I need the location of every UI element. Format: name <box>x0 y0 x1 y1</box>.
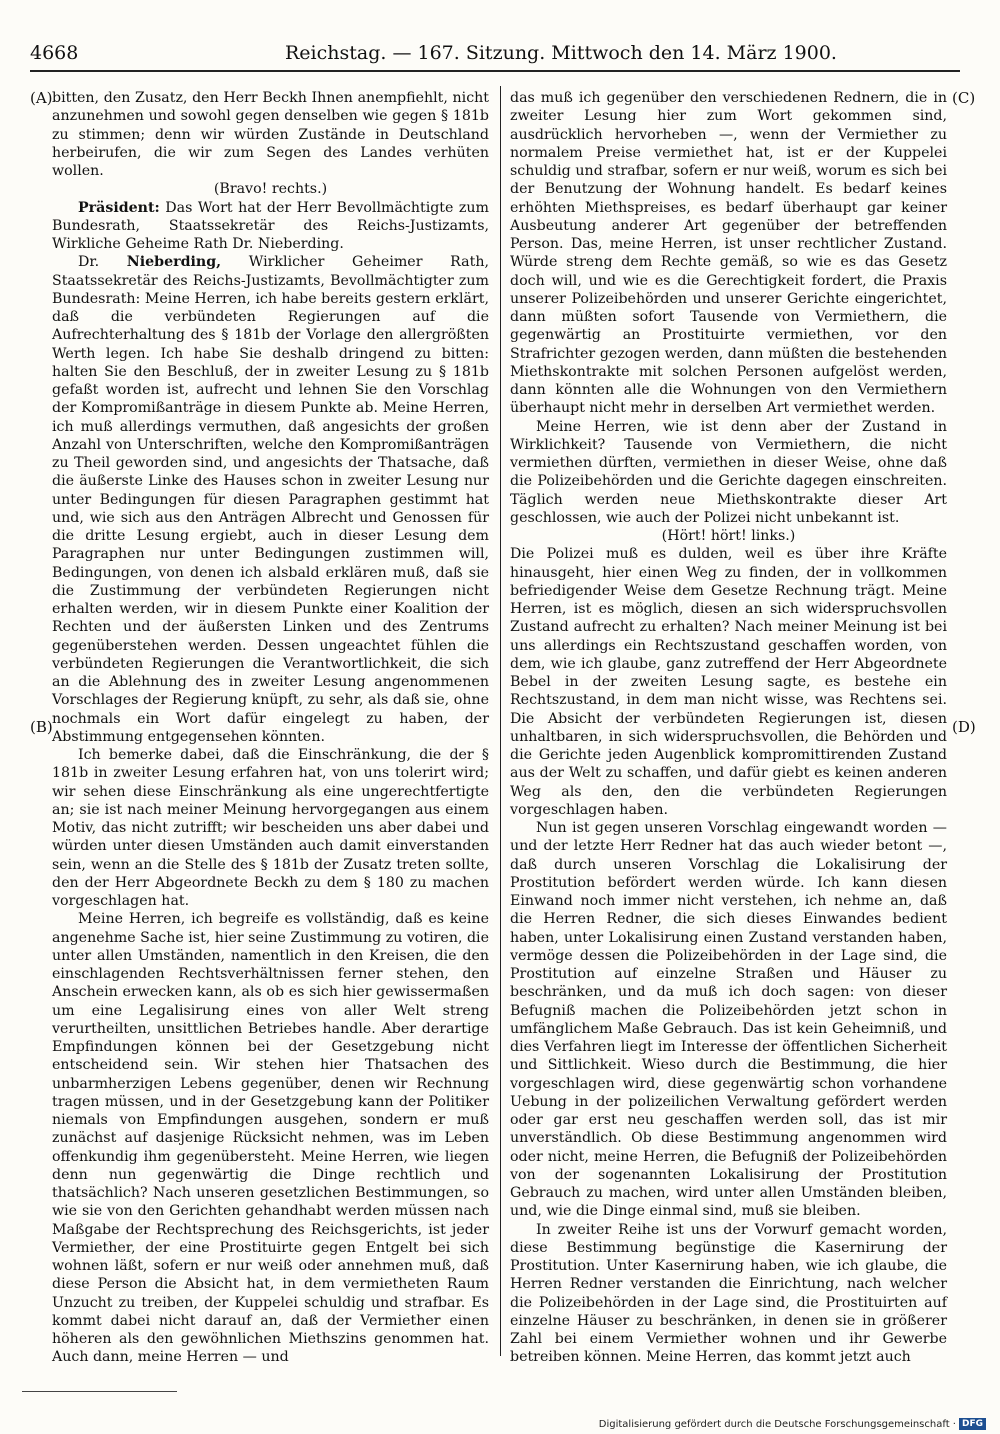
paragraph: In zweiter Reihe ist uns der Vorwurf gemacht worden, diese Bestimmung begünstige die Kasernirung der Prostitution. Unter Kasernirung haben, wie ich glaube, die Herren Redner verstanden die Einrichtung, nach welcher die Polizeibehörden in der Lage sind, die Prostituirten auf einzelne Häuser zu beschränken, in denen sie in größerer Zahl bei einem Vermiether wohnen und ihr Gewerbe betreiben können. Meine Herren, das kommt jetzt auch <box>510 1221 947 1366</box>
margin-mark-c: (C) <box>952 89 976 107</box>
speech-text: Wirklicher Geheimer Rath, Staatssekretär des Reichs-Justizamts, Bevollmächtigter zum Bundesrath: Meine Herren, ich habe bereits gestern erklärt, daß die verbündeten Regierungen auf die Aufrechterhaltung des § 181b der Vorlage den allergrößten Werth legen. Ich habe Sie deshalb dringend zu bitten: halten Sie den Beschluß, der in zweiter Lesung zu § 181b gefaßt worden ist, aufrecht und lehnen Sie den Vorschlag der Kompromißanträge in diesem Punkte ab. Meine Herren, ich muß allerdings vermuthen, daß angesichts der großen Anzahl von Unterschriften, welche den Kompromißanträgen zu Theil geworden sind, und angesichts der Thatsache, daß die äußerste Linke des Hauses schon in zweiter Lesung nur unter Bedingungen für diesen Paragraphen gestimmt hat und, wie sich aus den Anträgen Albrecht und Genossen für die dritte Lesung ergiebt, auch in dieser Lesung dem Paragraphen nur unter Bedingungen zustimmen will, Bedingungen, von denen ich alsbald erklären muß, daß sie die Zustimmung der verbündeten Regierungen nicht erhalten werden, wir in diesem Punkte einer Koalition der Rechten und der äußersten Linken und des Zentrums gegenüberstehen werden. Dessen ungeachtet fühlen die verbündeten Regierungen die Verantwortlichkeit, die sich an die Ablehnung des in zweiter Lesung angenommenen Vorschlages der Regierung knüpft, zu sehr, als daß sie, ohne nochmals ein Wort dafür eingelegt zu haben, der Abstimmung entgegensehen könnten. <box>52 254 489 745</box>
speaker-name: Präsident: <box>78 199 160 216</box>
speech-text: Das Wort hat der Herr Bevollmächtigte zum Bundesrath, Staatssekretär des Reichs-Justizamts, Wirkliche Geheime Rath Dr. Nieberding. <box>52 199 489 252</box>
header-rule <box>30 70 960 72</box>
credit-text: Digitalisierung gefördert durch die Deutsche Forschungsgemeinschaft · <box>598 1419 956 1430</box>
speaker-name: Nieberding, <box>126 254 222 271</box>
margin-mark-a: (A) <box>30 89 53 107</box>
dfg-logo: DFG <box>959 1418 986 1430</box>
column-divider <box>500 86 501 1356</box>
margin-mark-d: (D) <box>952 718 976 736</box>
interjection: (Hört! hört! links.) <box>661 528 796 544</box>
paragraph: Nun ist gegen unseren Vorschlag eingewandt worden — und der letzte Herr Redner hat das auch wieder betont —, daß durch unseren Vorschlag die Lokalisirung der Prostitution befördert werden würde. Ich kann diesen Einwand noch immer nicht verstehen, ich nehme an, daß die Herren Redner, die sich dieses Einwandes bedient haben, unter Lokalisirung einen Zustand verstanden haben, vermöge dessen die Polizeibehörden in der Lage sind, die Prostitution auf einzelne Straßen und Häuser zu beschränken, und da muß ich doch sagen: von dieser Befugniß machen die Polizeibehörden jetzt schon in umfänglichem Maße Gebrauch. Das ist kein Geheimniß, und dies Verfahren liegt im Interesse der öffentlichen Sicherheit und Sittlichkeit. Wieso durch die Bestimmung, die hier vorgeschlagen wird, diese gegenwärtig schon vorhandene Uebung in der polizeilichen Verwaltung gefördert werden oder gar erst neu geschaffen werden soll, das ist mir unverständlich. Ob diese Bestimmung angenommen wird oder nicht, meine Herren, die Befugniß der Polizeibehörden von der sogenannten Lokalisirung der Prostitution Gebrauch zu machen, wird unter allen Umständen bleiben, und, wie die Dinge einmal sind, muß sie bleiben. <box>510 820 947 1220</box>
left-column <box>52 89 489 1367</box>
paragraph: Meine Herren, ich begreife es vollständig, daß es keine angenehme Sache ist, hier seine Zustimmung zu votiren, die unter allen Umständen, namentlich in den Kreisen, die den einschlagenden Rechtsverhältnissen ferner stehen, den Anschein erwecken kann, als ob es sich hier gewissermaßen um eine Legalisirung eines von aller Welt streng verurtheilten, unsittlichen Betriebes handle. Aber derartige Empfindungen können bei der Gesetzgebung nicht entscheidend sein. Wir stehen hier Thatsachen des unbarmherzigen Lebens gegenüber, denen wir Rechnung tragen müssen, und in der Gesetzgebung kann der Politiker niemals von Empfindungen ausgehen, sondern er muß zunächst auf dasjenige Rücksicht nehmen, was im Leben offenkundig ihm gegenübersteht. Meine Herren, wie liegen denn nun gegenwärtig die Dinge rechtlich und thatsächlich? Nach unseren gesetzlichen Bestimmungen, so wie sie von den Gerichten gehandhabt werden müssen nach Maßgabe der Rechtsprechung des Reichsgerichts, ist jeder Vermiether, der eine Prostituirte gegen Entgelt bei sich wohnen läßt, sofern er nur weiß oder annehmen muß, daß diese Person die Absicht hat, in dem vermietheten Raum Unzucht zu treiben, der Kuppelei schuldig und strafbar. Es kommt dabei nicht darauf an, daß der Vermiether einen höheren als den gewöhnlichen Miethszins genommen hat. Auch dann, meine Herren — und <box>52 911 489 1366</box>
speaker-title: Dr. <box>78 254 127 271</box>
right-column <box>510 89 947 1367</box>
paragraph <box>52 253 489 746</box>
interjection: (Bravo! rechts.) <box>213 181 328 198</box>
page-header <box>30 42 950 66</box>
paragraph <box>52 199 489 254</box>
paragraph: bitten, den Zusatz, den Herr Beckh Ihnen anempfiehlt, nicht anzunehmen und sowohl gegen denselben wie gegen § 181b zu stimmen; denn wir würden Zustände in Deutschland herbeirufen, die wir zum Segen des Landes verhüten wollen. <box>52 90 489 179</box>
paragraph: Meine Herren, wie ist denn aber der Zustand in Wirklichkeit? Tausende von Vermiethern, die nicht vermiethen dürften, vermiethen in dieser Weise, ohne daß die Polizeibehörden und die Gerichte dagegen einschreiten. Täglich werden neue Miethskontrakte dieser Art geschlossen, wie auch der Polizei nicht unbekannt ist. <box>510 418 947 526</box>
running-title: Reichstag. — 167. Sitzung. Mittwoch den 14. März 1900. <box>285 42 837 64</box>
paragraph: Die Polizei muß es dulden, weil es über ihre Kräfte hinausgeht, hier einen Weg zu finden, der in vollkommen befriedigender Weise dem Gesetze Rechnung trägt. Meine Herren, ist es möglich, diesen an sich widerspruchsvollen Zustand aufrecht zu erhalten? Nach meiner Meinung ist bei uns allerdings ein Rechtszustand geschaffen worden, von dem, wie ich glaube, ganz zutreffend der Herr Abgeordnete Bebel in der zweiten Lesung sagte, es bestehe ein Rechtszustand, in dem man nicht wisse, was Rechtens sei. Die Absicht der verbündeten Regierungen ist, diesen unhaltbaren, in sich widerspruchsvollen, die Behörden und die Gerichte jeden Augenblick kompromittirenden Zustand aus der Welt zu schaffen, und dafür giebt es keinen anderen Weg als den, den die verbündeten Regierungen vorgeschlagen haben. <box>510 546 947 818</box>
digitization-credit <box>599 1418 986 1430</box>
footer-rule <box>22 1391 177 1392</box>
paragraph: Ich bemerke dabei, daß die Einschränkung, die der § 181b in zweiter Lesung erfahren hat, von uns tolerirt wird; wir sehen diese Einschränkung als eine ungerechtfertigte an; sie ist nach meiner Meinung hervorgegangen aus einem Motiv, das nicht zutrifft; wir bescheiden uns aber dabei und würden unter diesen Umständen auch damit einverstanden sein, wenn an die Stelle des § 181b der Zusatz treten sollte, den der Herr Abgeordnete Beckh zu dem § 180 zu machen vorgeschlagen hat. <box>52 747 489 909</box>
paragraph: das muß ich gegenüber den verschiedenen Rednern, die in zweiter Lesung hier zum Wort gekommen sind, ausdrücklich hervorheben —, wenn der Vermiether zu normalem Preise vermiethet hat, ist er der Kuppelei schuldig und strafbar, sofern er nur weiß, worum es sich bei der Benutzung der Wohnung handelt. Es bedarf keines erhöhten Miethspreises, es bedarf überhaupt gar keiner Ausbeutung anderer Art gegenüber der betreffenden Person. Das, meine Herren, ist unser rechtlicher Zustand. Würde streng dem Rechte gemäß, so wie es das Gesetz doch will, und wie es die Gerechtigkeit fordert, die Praxis unserer Polizeibehörden und unserer Gerichte eingerichtet, dann müßten sofort Tausende von Vermiethern, die gegenwärtig an Prostituirte vermiethen, vor den Strafrichter gezogen werden, dann müßten die bestehenden Miethskontrakte mit solchen Personen aufgelöst werden, dann könnten alle die Wohnungen von den Vermiethern überhaupt nicht mehr in derselben Art vermiethet werden. <box>510 90 947 417</box>
page-number: 4668 <box>30 42 79 64</box>
margin-mark-b: (B) <box>30 718 53 736</box>
